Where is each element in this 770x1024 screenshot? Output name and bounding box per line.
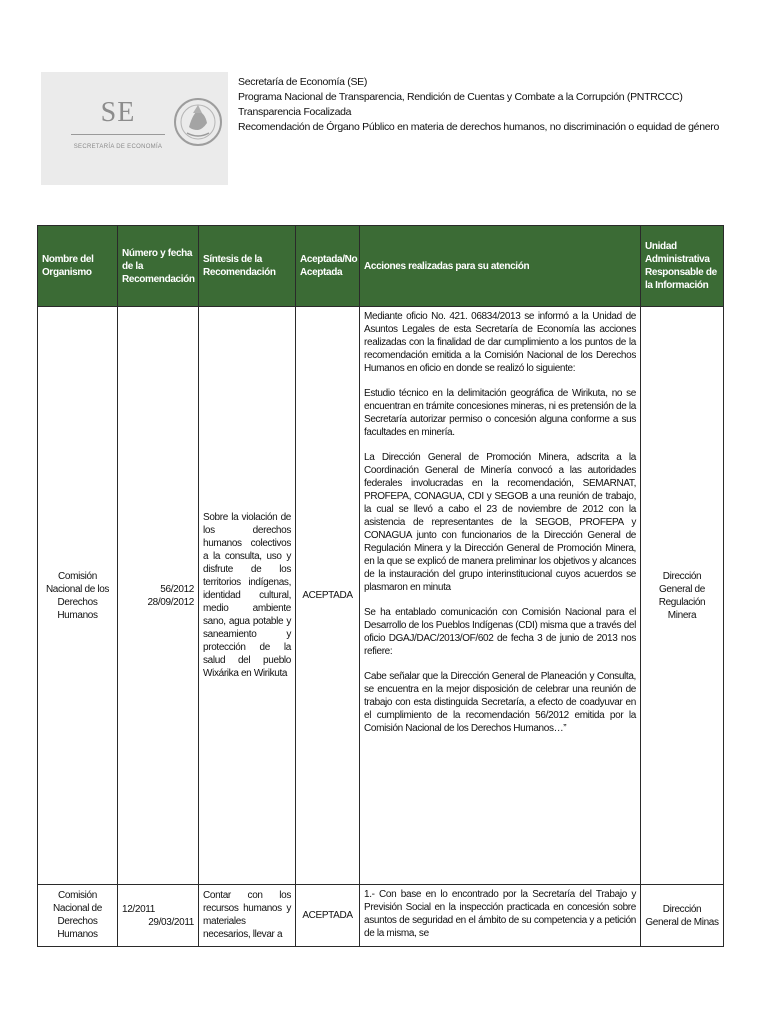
header-line-3: Transparencia Focalizada	[238, 106, 352, 118]
cell-organismo: Comisión Nacional de los Derechos Humanos	[38, 307, 118, 885]
header-aceptada: Aceptada/No Aceptada	[296, 226, 360, 307]
action-paragraph: Mediante oficio No. 421. 06834/2013 se informó a la Unidad de Asuntos Legales de esta Secretaría de Economía las acciones realizadas con la finalidad de dar cumplimiento a los puntos de la recomendación emitida a la Comisión Nacional de los Derechos Humanos en oficio en donde se realizó lo siguiente:	[364, 311, 636, 374]
cell-aceptada: ACEPTADA	[296, 307, 360, 885]
document-header	[238, 75, 719, 135]
header-organismo: Nombre del Organismo	[38, 226, 118, 307]
cell-acciones	[360, 885, 641, 947]
national-seal-icon	[173, 83, 223, 161]
table-header-row	[38, 226, 724, 307]
action-paragraph: La Dirección General de Promoción Minera, adscrita a la Coordinación General de Minería convocó a las autoridades federales involucradas en la recomendación, SEMARNAT, PROFEPA, CONAGUA, CDI y SEGOB a una reunión de trabajo, la cual se llevó a cabo el 23 de noviembre de 2012 con la asistencia de representantes de la SEGOB, PROFEPA y CONAGUA junto con funcionarios de la Dirección General de Regulación Minera y la Dirección General de Promoción Minera, en la que se explicó de manera preliminar los objetivos y alcances de la instauración del grupo interinstitucional cuyos acuerdos se plasmaron en minuta	[364, 452, 636, 593]
header-acciones: Acciones realizadas para su atención	[360, 226, 641, 307]
header-line-2: Programa Nacional de Transparencia, Rendición de Cuentas y Combate a la Corrupción (PNTRCCC)	[238, 91, 683, 103]
cell-sintesis: Contar con los recursos humanos y materiales necesarios, llevar a	[199, 885, 296, 947]
table-row	[38, 307, 724, 885]
cell-acciones	[360, 307, 641, 885]
se-logo	[41, 72, 228, 185]
header-line-1: Secretaría de Economía (SE)	[238, 76, 368, 88]
header-unidad: Unidad Administrativa Responsable de la Información	[641, 226, 724, 307]
header-line-4: Recomendación de Órgano Público en materia de derechos humanos, no discriminación o equidad de género	[238, 121, 720, 133]
action-paragraph: Estudio técnico en la delimitación geográfica de Wirikuta, no se encuentran en trámite concesiones mineras, ni es pretensión de la Secretaría autorizar permiso o concesión alguna conforme a sus facultades en minería.	[364, 388, 636, 438]
recommendations-table	[37, 225, 724, 947]
header-sintesis: Síntesis de la Recomendación	[199, 226, 296, 307]
recommendation-number: 12/2011	[122, 903, 155, 915]
header-numero: Número y fecha de la Recomendación	[118, 226, 199, 307]
logo-abbr: SE	[100, 97, 136, 128]
action-paragraph: 1.- Con base en lo encontrado por la Secretaría del Trabajo y Previsión Social en la inspección practicada en concesión sobre asuntos de seguridad en el ámbito de su competencia y a petición de la misma, se	[364, 889, 636, 939]
recommendation-date: 28/09/2012	[147, 596, 194, 608]
logo-subtitle: SECRETARÍA DE ECONOMÍA	[73, 144, 163, 150]
logo-divider	[71, 134, 165, 135]
cell-numero	[118, 885, 199, 947]
cell-unidad: Dirección General de Regulación Minera	[641, 307, 724, 885]
table-row	[38, 885, 724, 947]
recommendation-number: 56/2012	[160, 583, 194, 595]
cell-sintesis: Sobre la violación de los derechos humanos colectivos a la consulta, uso y disfrute de los territorios indígenas, identidad cultural, medio ambiente sano, agua potable y saneamiento y protección de la salud del pueblo Wixárika en Wirikuta	[199, 307, 296, 885]
cell-organismo: Comisión Nacional de Derechos Humanos	[38, 885, 118, 947]
cell-unidad: Dirección General de Minas	[641, 885, 724, 947]
recommendation-date: 29/03/2011	[148, 916, 194, 928]
action-paragraph: Cabe señalar que la Dirección General de Planeación y Consulta, se encuentra en la mejor disposición de celebrar una reunión de trabajo con esta distinguida Secretaría, a efecto de coadyuvar en el cumplimiento de la recomendación 56/2012 emitida por la Comisión Nacional de los Derechos Humanos…”	[364, 671, 636, 734]
cell-aceptada: ACEPTADA	[296, 885, 360, 947]
cell-numero	[118, 307, 199, 885]
action-paragraph: Se ha entablado comunicación con Comisión Nacional para el Desarrollo de los Pueblos Indígenas (CDI) misma que a través del oficio DGAJ/DAC/2013/OF/602 de fecha 3 de junio de 2013 nos refiere:	[364, 607, 636, 657]
